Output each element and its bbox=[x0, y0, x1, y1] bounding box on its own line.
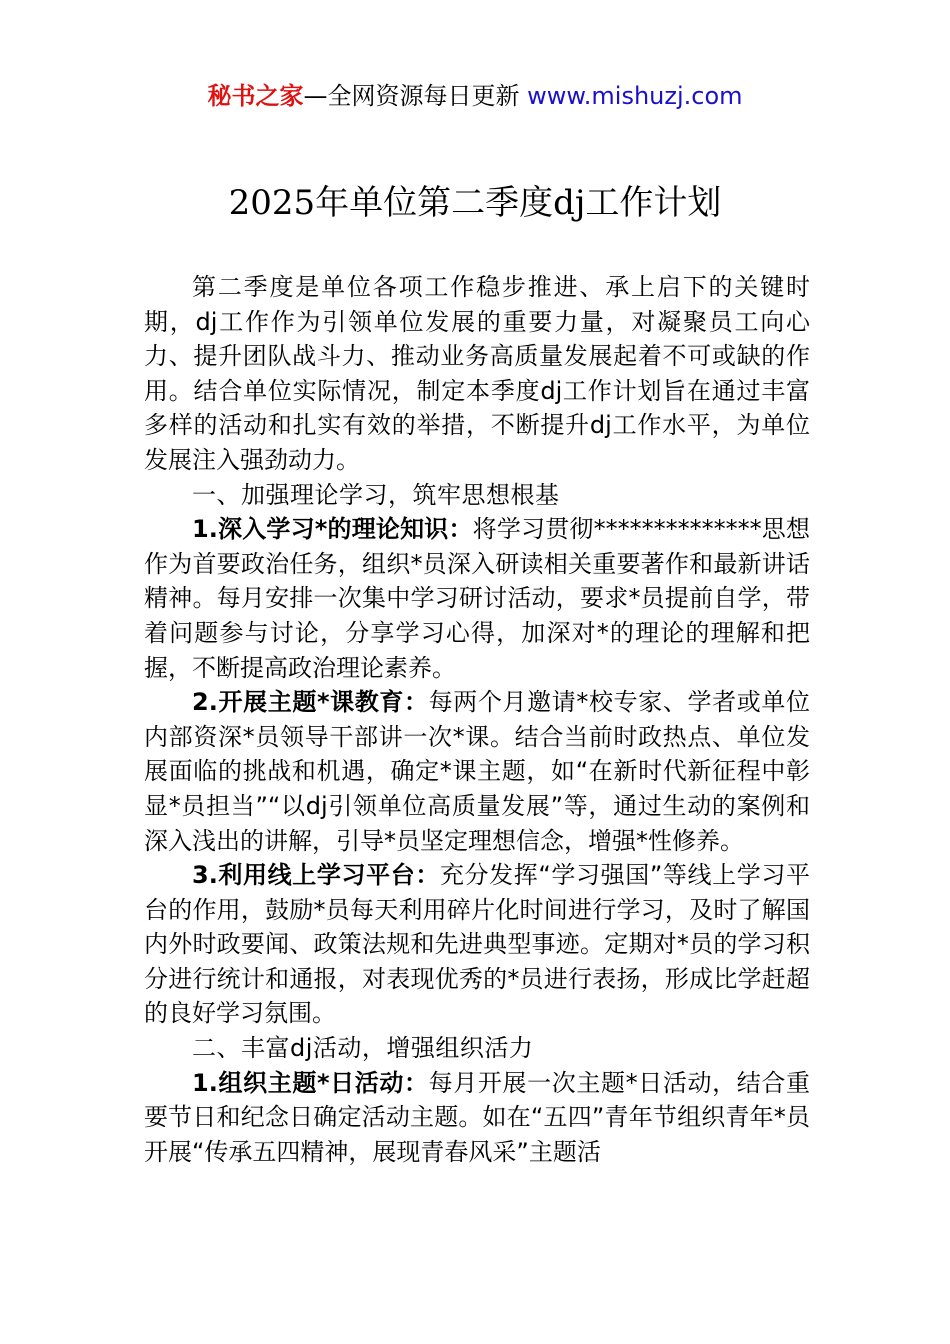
section-heading-2: 二、丰富dj活动，增强组织活力 bbox=[192, 1034, 534, 1063]
intro-paragraph: 第二季度是单位各项工作稳步推进、承上启下的关键时期，dj工作作为引领单位发展的重要力量，对凝聚员工向心力、提升团队战斗力、推动业务高质量发展起着不可或缺的作用。结合单位实际情况，制定本季度dj工作计划旨在通过丰富多样的活动和扎实有效的举措，不断提升dj工作水平，为单位发展注入强劲动力。 bbox=[144, 273, 810, 474]
section1-item-2 bbox=[144, 685, 810, 858]
site-tagline: —全网资源每日更新 bbox=[303, 82, 528, 110]
section2-item-1 bbox=[144, 1066, 810, 1170]
item-text: 每两个月邀请*校专家、学者或单位内部资深*员领导干部讲一次*课。结合当前时政热点、单位发展面临的挑战和机遇，确定*课主题，如“在新时代新征程中彰显*员担当”“以dj引领单位高质量发展”等，通过生动的案例和深入浅出的讲解，引导*员坚定理想信念，增强*性修养。 bbox=[144, 688, 810, 855]
section-heading-1: 一、加强理论学习，筑牢思想根基 bbox=[192, 480, 560, 509]
item-text: 充分发挥“学习强国”等线上学习平台的作用，鼓励*员每天利用碎片化时间进行学习，及时了解国内外时政要闻、政策法规和先进典型事迹。定期对*员的学习积分进行统计和通报，对表现优秀的*员进行表扬，形成比学赶超的良好学习氛围。 bbox=[144, 861, 810, 1028]
item-lead: 1.深入学习*的理论知识： bbox=[192, 515, 473, 544]
document-body bbox=[144, 270, 810, 1169]
item-lead: 1.组织主题*日活动： bbox=[192, 1068, 429, 1097]
section1-item-3 bbox=[144, 858, 810, 1031]
site-brand: 秘书之家 bbox=[207, 82, 304, 110]
document-title: 2025年单位第二季度dj工作计划 bbox=[228, 183, 722, 223]
item-lead: 3.利用线上学习平台： bbox=[192, 861, 440, 890]
section1-item-1 bbox=[144, 512, 810, 685]
item-text: 将学习贯彻**************思想作为首要政治任务，组织*员深入研读相关重要著作和最新讲话精神。每月安排一次集中学习研讨活动，要求*员提前自学，带着问题参与讨论，分享学习心得，加深对*的理论的理解和把握，不断提高政治理论素养。 bbox=[144, 515, 810, 682]
item-text: 每月开展一次主题*日活动，结合重要节日和纪念日确定活动主题。如在“五四”青年节组织青年*员开展“传承五四精神，展现青春风采”主题活 bbox=[144, 1068, 810, 1166]
site-header bbox=[0, 80, 950, 112]
site-url-link[interactable]: www.mishuzj.com bbox=[527, 82, 743, 110]
item-lead: 2.开展主题*课教育： bbox=[192, 688, 429, 717]
